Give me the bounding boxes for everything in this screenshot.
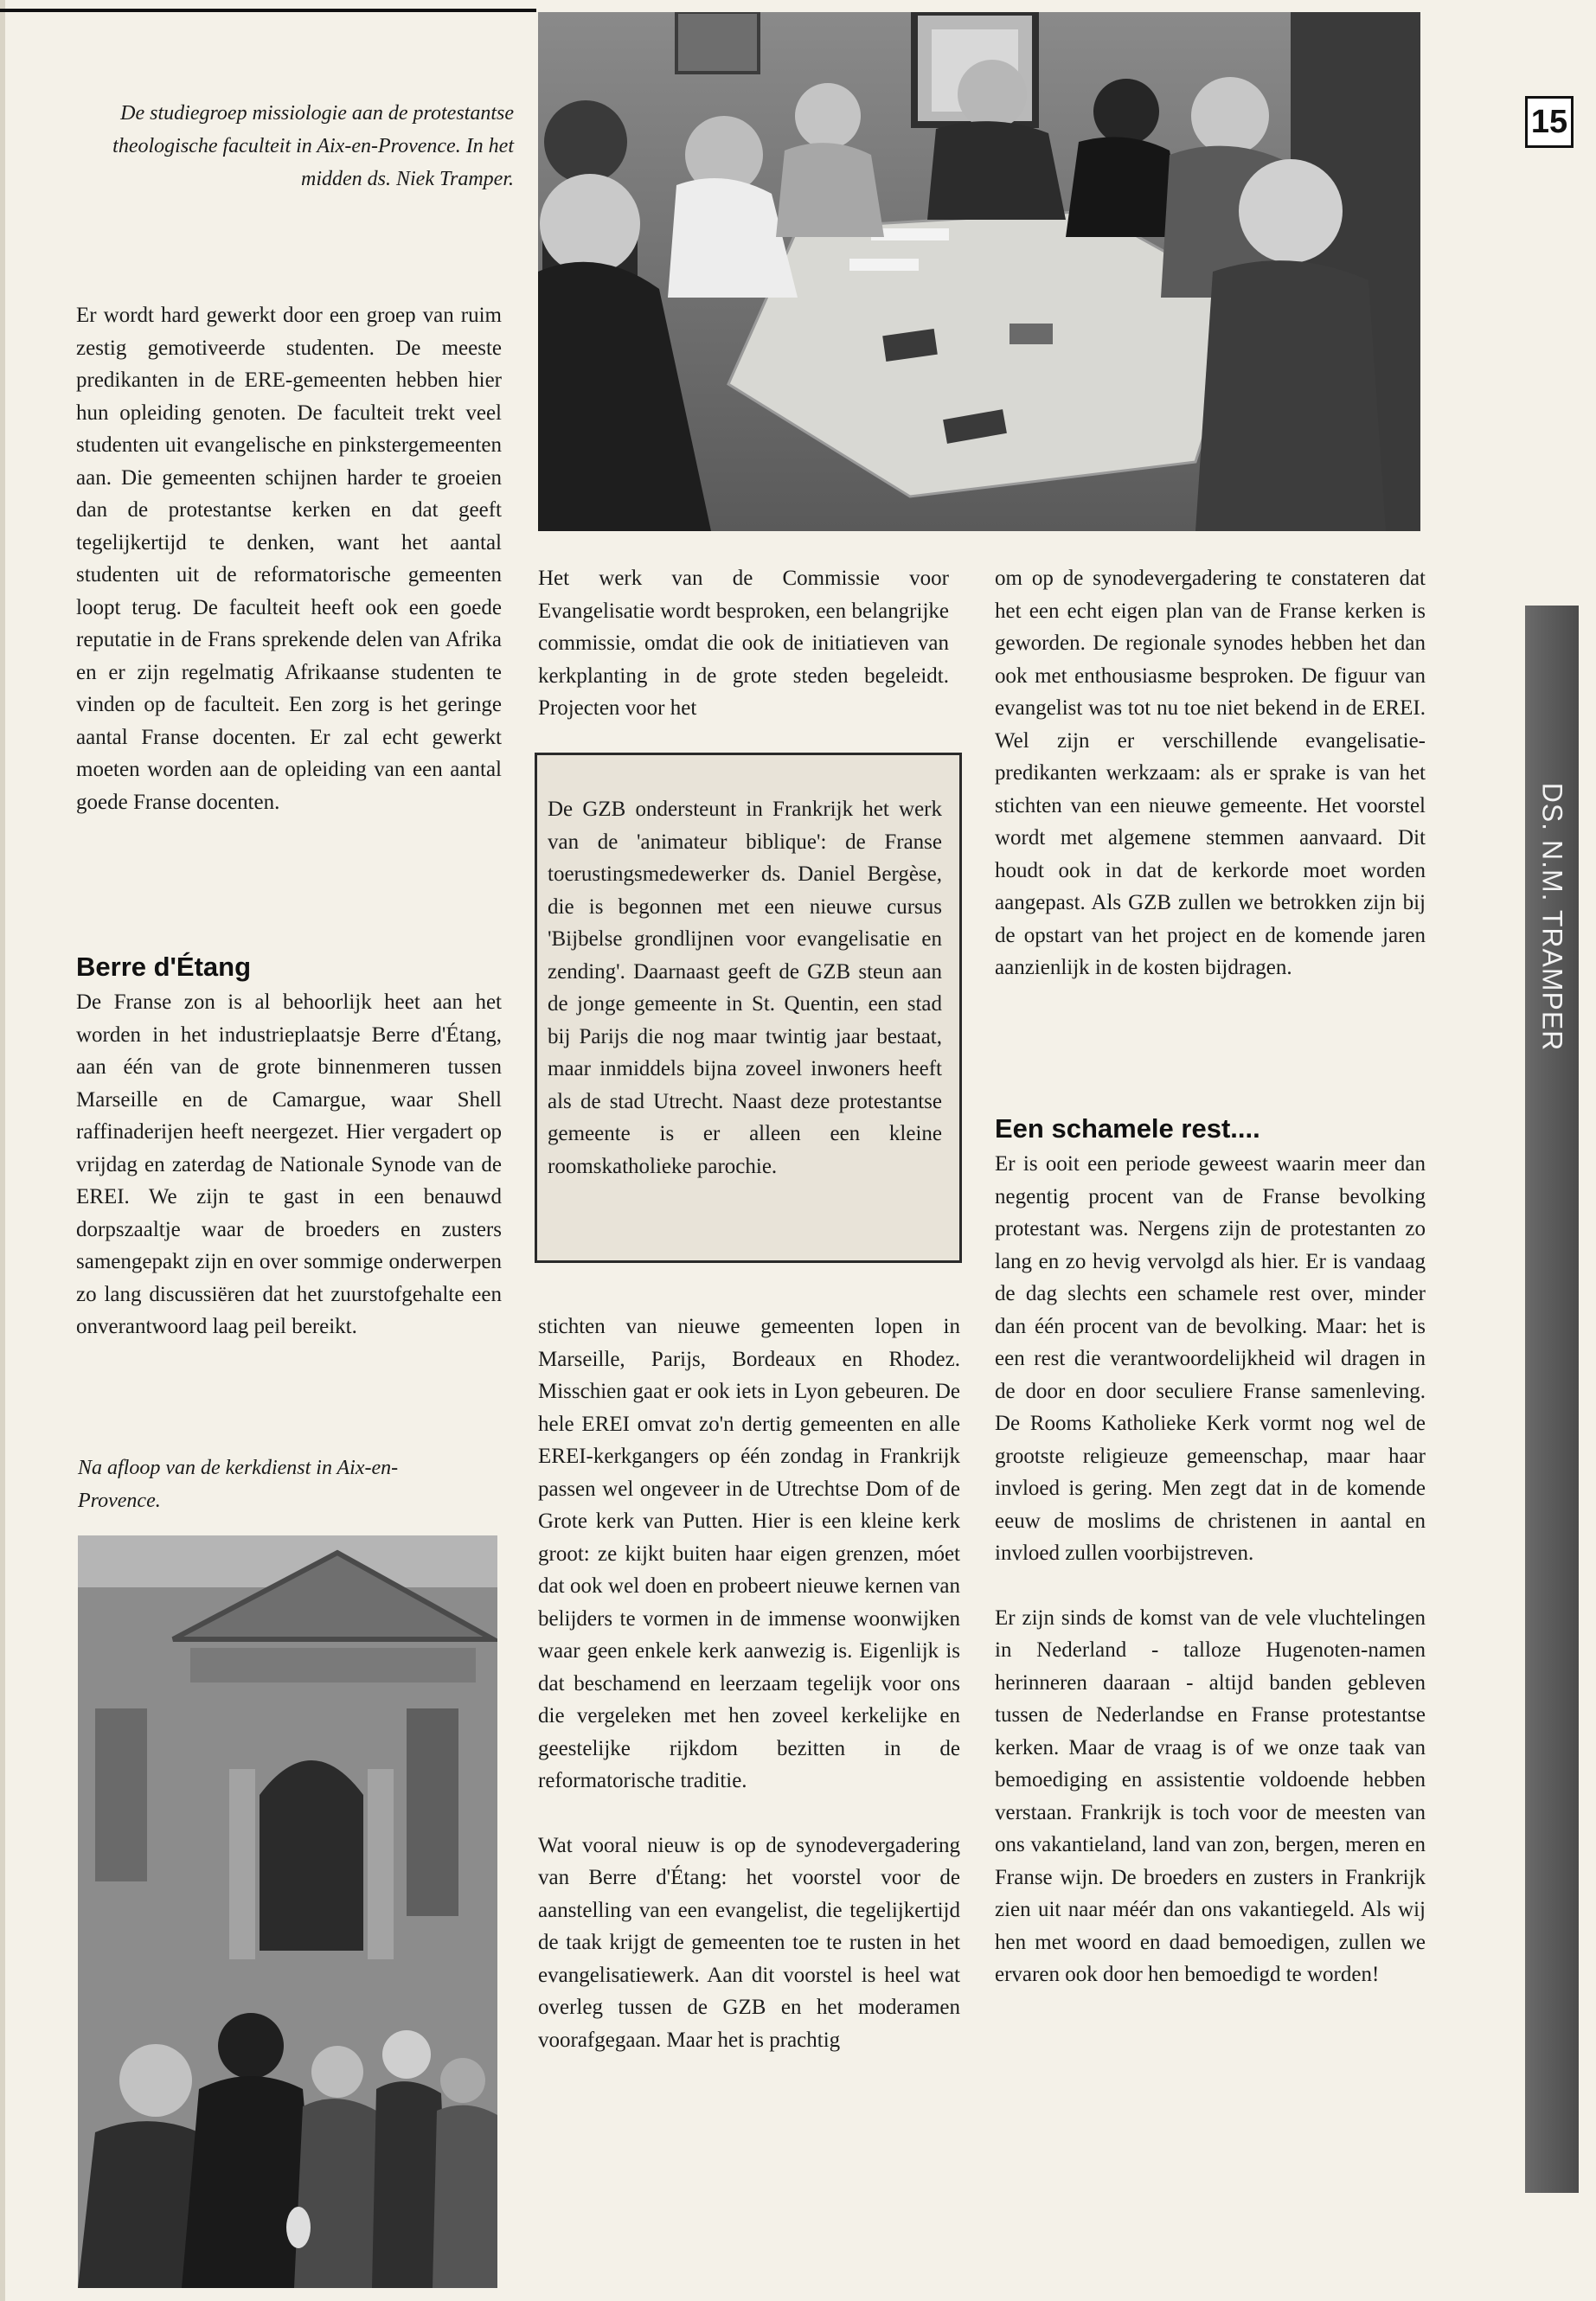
study-group-photo [538, 12, 1420, 531]
paragraph-evangelist-proposal: Wat vooral nieuw is op de synodevergadering van Berre d'Étang: het voorstel voor de aanstelling van een evangelist, die tegelijkertijd de taak krijgt de gemeenten toe te rusten in het evangelisatiewerk. Aan dit voorstel is heel wat overleg tussen de GZB en het moderamen voorafgegaan. Maar het is prachtig [538, 1833, 960, 2052]
column-1-berre [76, 986, 502, 1343]
heading-berre-detang: Berre d'Étang [76, 952, 252, 982]
church-exit-photo-illustration [78, 1535, 497, 2288]
column-3-bottom [995, 1148, 1426, 1991]
paragraph-dutch-french-ties: Er zijn sinds de komst van de vele vluchtelingen in Nederland - talloze Hugenoten-namen herinneren daaraan - altijd banden gebleven tussen de Nederlandse en Franse protestantse kerken. Maar de vraag is of we onze taak van bemoediging en assistentie voldoende hebben verstaan. Frankrijk is toch voor de meesten van ons vakantieland, land van zon, bergen, meren en Franse wijn. De broeders en zusters in Frankrijk zien uit naar méér dan ons vakantiegeld. Als wij hen met woord en daad bemoedigen, zullen we ervaren ook door hen bemoedigd te worden! [995, 1606, 1426, 1986]
gzb-info-box [535, 753, 962, 1263]
church-exit-photo [78, 1535, 497, 2288]
paragraph-commission: Het werk van de Commissie voor Evangelisatie wordt besproken, een belangrijke commissie, omdat die ook de initiatieven van kerkplanting in de grote steden begeleidt. Projecten voor het [538, 567, 949, 720]
photo-caption-bottom: Na afloop van de kerkdienst in Aix-en-Provence. [78, 1457, 399, 1512]
author-side-label: DS. N.M. TRAMPER [1536, 782, 1568, 1052]
paragraph-protestant-rest: Er is ooit een periode geweest waarin meer dan negentig procent van de Franse bevolking protestant was. Nergens zijn de protestanten zo lang en zo hevig vervolgd als hier. Er is vandaag de dag slechts een schamele rest over, minder dan één procent van de bevolking. Maar: het is een rest die verantwoordelijkheid wil dragen in de door en door seculiere Franse samenleving. De Rooms Katholieke Kerk vormt nog wel de grootste religieuze gemeenschap, maar haar invloed is gering. Men zegt dat in de komende eeuw de moslims de christenen in aantal en invloed zullen voorbijstreven. [995, 1152, 1426, 1565]
column-3-top [995, 562, 1426, 984]
column-2-bottom [538, 1311, 960, 2056]
paragraph-synod-plan: om op de synodevergadering te constateren dat het een echt eigen plan van de Franse kerken is geworden. De regionale synodes hebben het dan ook met enthousiasme besproken. De figuur van evangelist was tot nu toe niet bekend in de EREI. Wel zijn er verschillende evangelisatie-predikanten werkzaam: als er sprake is van het stichten van een nieuwe gemeente. Het voorstel wordt met algemene stemmen aanvaard. Dit houdt ook in dat de kerkorde moet worden aangepast. Als GZB zullen we betrokken zijn bij de opstart van het project en de komende jaren aanzienlijk in de kosten bijdragen. [995, 567, 1426, 979]
top-rule [0, 9, 536, 12]
heading-schamele-rest: Een schamele rest.... [995, 1113, 1260, 1144]
paragraph-church-planting: stichten van nieuwe gemeenten lopen in Marseille, Parijs, Bordeaux en Rhodez. Misschien gaat er ook iets in Lyon gebeuren. De hele EREI omvat zo'n dertig gemeenten en alle EREI-kerkgangers op één zondag in Frankrijk passen wel ongeveer in de Utrechtse Dom of de Grote kerk van Putten. Hier is een kleine kerk groot: ze kijkt buiten haar eigen grenzen, móet dat ook wel doen en probeert nieuwe kernen van belijders te vormen in de immense woonwijken waar geen enkele kerk aanwezig is. Eigenlijk is dat beschamend en leerzaam tegelijk voor ons die vergeleken met hen zoveel kerkelijke en geestelijke rijkdom bezitten in de reformatorische traditie. [538, 1315, 960, 1792]
column-2-top [538, 562, 949, 725]
paragraph-synod-berre: De Franse zon is al behoorlijk heet aan het worden in het industrieplaatsje Berre d'Étang, aan één van de grote binnenmeren tussen Marseille en de Camargue, waar Shell raffinaderijen heeft neergezet. Hier vergadert op vrijdag en zaterdag de Nationale Synode van de EREI. We zijn te gast in een benauwd dorpszaaltje waar de broeders en zusters samengepakt zijn en over sommige onderwerpen zo lang discussiëren dat het zuurstofgehalte een onverantwoord laag peil bereikt. [76, 990, 502, 1338]
page-edge [0, 0, 5, 2301]
paragraph-students: Er wordt hard gewerkt door een groep van ruim zestig gemotiveerde studenten. De meeste predikanten in de ERE-gemeenten hebben hier hun opleiding genoten. De faculteit trekt veel studenten uit evangelische en pinkstergemeenten aan. Die gemeenten schijnen harder te groeien dan de protestantse kerken en dat geeft tegelijkertijd te denken, want het aantal studenten uit de reformatorische gemeenten loopt terug. De faculteit heeft ook een goede reputatie in de Frans sprekende delen van Afrika en er zijn regelmatig Afrikaanse studenten te vinden op de faculteit. Een zorg is het geringe aantal Franse docenten. Er zal echt gewerkt moeten worden aan de opleiding van een aantal goede Franse docenten. [76, 304, 502, 814]
study-group-photo-illustration [538, 12, 1420, 531]
page-number: 15 [1525, 96, 1574, 148]
photo-caption-top: De studiegroep missiologie aan de protestantse theologische faculteit in Aix-en-Provence. In het midden ds. Niek Tramper. [112, 102, 514, 190]
info-box-text: De GZB ondersteunt in Frankrijk het werk van de 'animateur biblique': de Franse toerustingsmedewerker ds. Daniel Bergèse, die is begonnen met een nieuwe cursus 'Bijbelse grondlijnen voor evangelisatie en zending'. Daarnaast geeft de GZB steun aan de jonge gemeente in St. Quentin, een stad bij Parijs die nog maar twintig jaar bestaat, maar inmiddels bijna zoveel inwoners heeft als de stad Utrecht. Naast deze protestantse gemeente is er alleen een kleine roomskatholieke parochie. [548, 798, 942, 1178]
column-1-intro [76, 299, 502, 818]
